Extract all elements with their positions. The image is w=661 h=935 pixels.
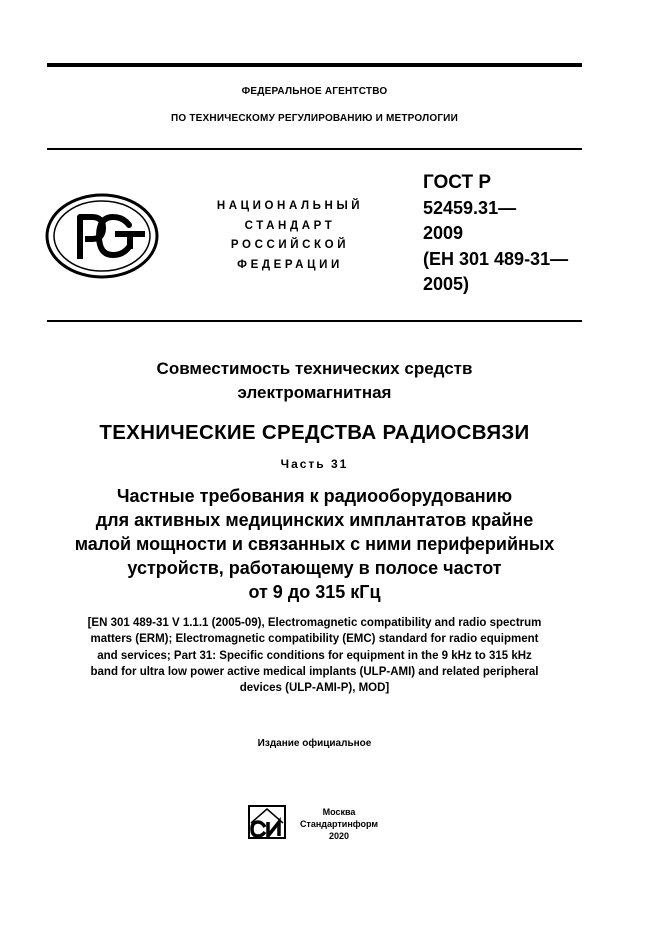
sub-title [47,484,582,604]
mid-rule [47,320,582,322]
main-title: ТЕХНИЧЕСКИЕ СРЕДСТВА РАДИОСВЯЗИ [99,421,530,444]
national-standard-line-2: СТАНДАРТ [244,219,336,232]
group-title-line-1: Совместимость технических средств [156,359,473,378]
gost-line-5: 2005) [423,274,470,294]
part-label: Часть 31 [280,457,349,471]
english-title-line-2: matters (ERM); Electromagnetic compatibility (EMC) standard for radio equipment [90,633,539,646]
header-rule [47,148,582,150]
national-standard-line-3: РОССИЙСКОЙ [230,239,350,252]
gost-line-2: 52459.31— [423,198,517,218]
english-title-line-1: [EN 301 489-31 V 1.1.1 (2005-09), Electromagnetic compatibility and radio spectrum [87,617,542,629]
rst-logo [45,193,160,279]
national-standard-line-1: НАЦИОНАЛЬНЫЙ [216,200,364,212]
english-title-line-5: devices (ULP-AMI-P), MOD] [239,682,390,695]
publisher-name: Стандартинформ [299,819,379,829]
english-title-line-4: band for ultra low power active medical implants (ULP-AMI) and related peripheral [90,665,539,678]
sub-title-line-4: устройств, работающему в полосе частот [127,558,502,578]
agency-line-2: ПО ТЕХНИЧЕСКОМУ РЕГУЛИРОВАНИЮ И МЕТРОЛОГИИ [171,113,458,124]
rst-logo-mark [45,193,160,279]
gost-line-1: ГОСТ Р [423,172,492,193]
standartinform-logo-mark [248,805,286,839]
agency-line-1: ФЕДЕРАЛЬНОЕ АГЕНТСТВО [241,86,388,97]
sub-title-line-1: Частные требования к радиооборудованию [116,486,513,506]
publisher-year: 2020 [328,831,350,841]
gost-line-3: 2009 [423,223,464,243]
edition-label: Издание официальное [257,738,372,749]
sub-title-line-3: малой мощности и связанных с ними периферийных [74,534,555,554]
english-title [47,615,582,696]
national-standard-block [197,197,383,275]
publisher-city: Москва [322,807,356,817]
national-standard-line-4: ФЕДЕРАЦИИ [237,258,343,271]
english-title-line-3: and services; Part 31: Specific conditions for equipment in the 9 kHz to 315 kHz [97,649,532,662]
top-rule [47,63,582,67]
group-title-line-2: электромагнитная [237,383,392,402]
gost-designation [423,172,568,295]
publisher-logo [248,805,286,839]
publisher-info [290,806,388,842]
sub-title-line-2: для активных медицинских имплантатов крайне [95,510,534,530]
gost-line-4: (ЕН 301 489-31— [423,249,569,269]
sub-title-line-5: от 9 до 315 кГц [248,582,381,602]
